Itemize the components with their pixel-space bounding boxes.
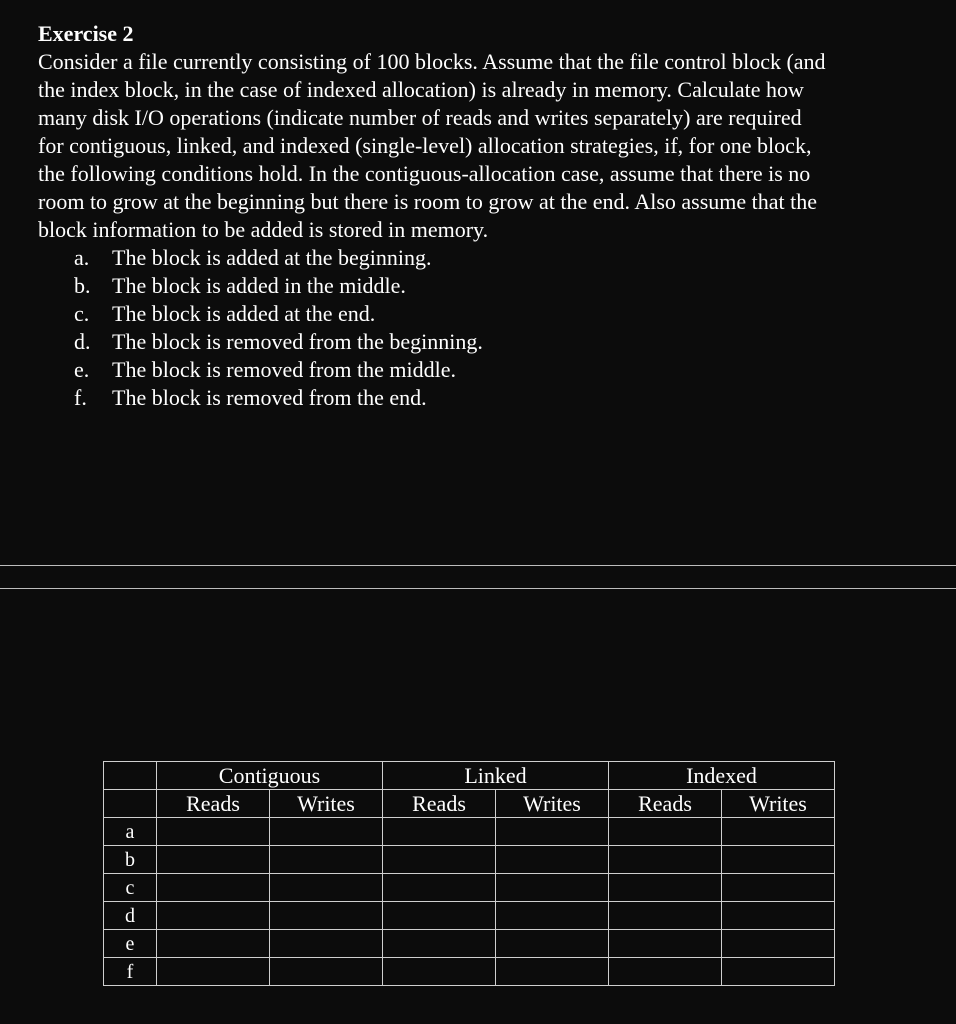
answer-cell[interactable] xyxy=(383,818,496,846)
answer-cell[interactable] xyxy=(157,818,270,846)
answer-cell[interactable] xyxy=(496,818,609,846)
table-row xyxy=(104,902,835,930)
divider xyxy=(0,565,956,566)
subheader-reads: Reads xyxy=(157,790,270,818)
answer-cell[interactable] xyxy=(157,874,270,902)
list-item-text: The block is removed from the middle. xyxy=(112,357,456,382)
list-item xyxy=(74,244,483,272)
subheader-reads: Reads xyxy=(609,790,722,818)
row-label: d xyxy=(104,902,157,930)
list-item xyxy=(74,328,483,356)
answer-cell[interactable] xyxy=(157,930,270,958)
table-row xyxy=(104,846,835,874)
header-indexed: Indexed xyxy=(609,762,835,790)
row-label: c xyxy=(104,874,157,902)
answer-cell[interactable] xyxy=(157,958,270,986)
answer-cell[interactable] xyxy=(609,874,722,902)
list-item xyxy=(74,300,483,328)
table-row xyxy=(104,958,835,986)
list-item xyxy=(74,272,483,300)
list-item-letter: c. xyxy=(74,301,90,326)
answer-cell[interactable] xyxy=(496,846,609,874)
answer-cell[interactable] xyxy=(270,930,383,958)
header-linked: Linked xyxy=(383,762,609,790)
answer-cell[interactable] xyxy=(157,846,270,874)
exercise-description: Consider a file currently consisting of 100 blocks. Assume that the file control block (and the index block, in the case of indexed allocation) is already in memory. Calculate how many disk I/O operations (indicate number of reads and writes separately) are required for contiguous, linked, and indexed (single-level) allocation strategies, if, for one block, the following conditions hold. In the contiguous-allocation case, assume that there is no room to grow at the beginning but there is room to grow at the end. Also assume that the block information to be added is stored in memory. xyxy=(38,49,826,242)
answer-cell[interactable] xyxy=(270,958,383,986)
answer-cell[interactable] xyxy=(496,958,609,986)
answer-cell[interactable] xyxy=(383,874,496,902)
answer-cell[interactable] xyxy=(609,846,722,874)
table-row xyxy=(104,874,835,902)
answer-cell[interactable] xyxy=(383,846,496,874)
answer-cell[interactable] xyxy=(609,930,722,958)
answer-cell[interactable] xyxy=(609,958,722,986)
answer-table xyxy=(103,761,835,986)
row-label: a xyxy=(104,818,157,846)
table-subheader-row xyxy=(104,790,835,818)
answer-cell[interactable] xyxy=(383,902,496,930)
answer-cell[interactable] xyxy=(270,818,383,846)
row-label: e xyxy=(104,930,157,958)
answer-cell[interactable] xyxy=(496,930,609,958)
list-item xyxy=(74,356,483,384)
header-contiguous: Contiguous xyxy=(157,762,383,790)
answer-cell[interactable] xyxy=(609,818,722,846)
row-label: f xyxy=(104,958,157,986)
subheader-reads: Reads xyxy=(383,790,496,818)
answer-cell[interactable] xyxy=(722,846,835,874)
answer-cell[interactable] xyxy=(722,930,835,958)
row-label: b xyxy=(104,846,157,874)
answer-cell[interactable] xyxy=(157,902,270,930)
list-item-letter: b. xyxy=(74,273,91,298)
subheader-writes: Writes xyxy=(496,790,609,818)
answer-cell[interactable] xyxy=(722,874,835,902)
exercise-title: Exercise 2 xyxy=(38,21,134,46)
answer-cell[interactable] xyxy=(270,846,383,874)
list-item-letter: e. xyxy=(74,357,90,382)
answer-cell[interactable] xyxy=(270,902,383,930)
list-item-text: The block is added at the end. xyxy=(112,301,376,326)
table-row xyxy=(104,818,835,846)
table-row xyxy=(104,930,835,958)
answer-cell[interactable] xyxy=(270,874,383,902)
list-item-text: The block is added at the beginning. xyxy=(112,245,432,270)
answer-cell[interactable] xyxy=(383,958,496,986)
answer-cell[interactable] xyxy=(722,958,835,986)
table-corner-cell xyxy=(104,762,157,790)
list-item-letter: d. xyxy=(74,329,91,354)
list-item-text: The block is added in the middle. xyxy=(112,273,406,298)
table-corner-cell xyxy=(104,790,157,818)
subheader-writes: Writes xyxy=(270,790,383,818)
conditions-list xyxy=(74,244,483,412)
list-item-letter: a. xyxy=(74,245,90,270)
answer-cell[interactable] xyxy=(722,818,835,846)
subheader-writes: Writes xyxy=(722,790,835,818)
answer-cell[interactable] xyxy=(496,874,609,902)
table-group-header-row xyxy=(104,762,835,790)
answer-cell[interactable] xyxy=(722,902,835,930)
answer-cell[interactable] xyxy=(383,930,496,958)
answer-cell[interactable] xyxy=(609,902,722,930)
divider xyxy=(0,588,956,589)
list-item-text: The block is removed from the end. xyxy=(112,385,427,410)
answer-cell[interactable] xyxy=(496,902,609,930)
list-item-text: The block is removed from the beginning. xyxy=(112,329,483,354)
list-item xyxy=(74,384,483,412)
list-item-letter: f. xyxy=(74,385,87,410)
